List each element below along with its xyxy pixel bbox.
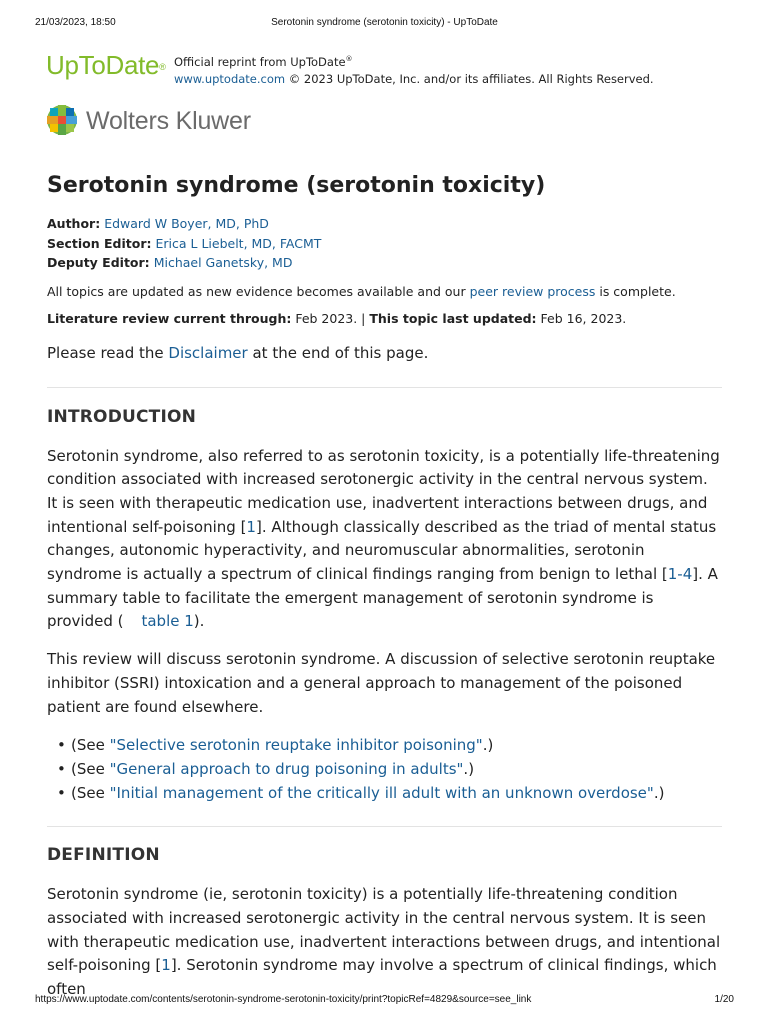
update-note: All topics are updated as new evidence becomes available and our peer review process is complete.: [47, 283, 676, 299]
print-page-title: Serotonin syndrome (serotonin toxicity) - UpToDate: [271, 17, 498, 28]
section-editor-row: [47, 234, 722, 254]
deputy-editor-row: [47, 253, 722, 273]
see-also-link[interactable]: "Selective serotonin reuptake inhibitor poisoning": [109, 736, 483, 755]
uptodate-site-link[interactable]: www.uptodate.com: [174, 71, 286, 86]
list-item: • (See "Selective serotonin reuptake inhibitor poisoning".): [71, 733, 722, 757]
introduction-heading: INTRODUCTION: [47, 406, 197, 427]
list-item: • (See "General approach to drug poisoning in adults".): [71, 757, 722, 781]
lit-review-label: Literature review current through:: [47, 310, 292, 326]
wolters-kluwer-mark-icon: [46, 104, 78, 136]
section-divider: [47, 826, 722, 827]
reference-link[interactable]: 1-4: [667, 565, 693, 584]
print-datetime: 21/03/2023, 18:50: [35, 17, 116, 28]
copyright-text: © 2023 UpToDate, Inc. and/or its affiliates. All Rights Reserved.: [285, 71, 654, 86]
table-1-link[interactable]: table 1: [141, 612, 194, 631]
see-also-link[interactable]: "General approach to drug poisoning in adults": [109, 760, 464, 779]
section-editor-label: Section Editor:: [47, 235, 152, 251]
lit-review-value: Feb 2023. |: [291, 310, 370, 326]
print-url: https://www.uptodate.com/contents/serotonin-syndrome-serotonin-toxicity/print?topicRef=4829&source=see_link: [35, 994, 532, 1005]
uptodate-logo: UpToDate®: [46, 50, 166, 80]
reg-mark: ®: [345, 55, 353, 63]
definition-paragraph-1: Serotonin syndrome (ie, serotonin toxicity) is a potentially life-threatening condition associated with increased serotonergic activity in the central nervous system. It is seen with therapeutic medication use, inadvertent interactions between drugs, and intentional self-poisoning [1]. Serotonin syndrome may involve a spectrum of clinical findings, which often: [47, 885, 721, 999]
deputy-editor-link[interactable]: Michael Ganetsky, MD: [153, 255, 293, 270]
wolters-kluwer-wordmark: Wolters Kluwer: [86, 107, 251, 135]
page-number: 1/20: [714, 994, 734, 1005]
disclaimer-link[interactable]: Disclaimer: [168, 343, 248, 362]
list-item: • (See "Initial management of the critically ill adult with an unknown overdose".): [71, 781, 722, 805]
disclaimer-note: Please read the Disclaimer at the end of this page.: [47, 343, 429, 362]
last-updated-label: This topic last updated:: [369, 310, 537, 326]
article-title: Serotonin syndrome (serotonin toxicity): [47, 173, 546, 198]
last-updated-value: Feb 16, 2023.: [536, 310, 627, 326]
definition-heading: DEFINITION: [47, 845, 160, 866]
introduction-paragraph-1: Serotonin syndrome, also referred to as serotonin toxicity, is a potentially life-threatening condition associated with increased serotonergic activity in the central nervous system. It is seen with therapeutic medication use, inadvertent interactions between drugs, and intentional self-poisoning [1]. Although classically described as the triad of mental status changes, autonomic hyperactivity, and neuromuscular abnormalities, serotonin syndrome is actually a spectrum of clinical findings ranging from benign to lethal [1-4]. A summary table to facilitate the emergent management of serotonin syndrome is provided ( table 1).: [47, 446, 720, 631]
peer-review-link[interactable]: peer review process: [469, 283, 596, 299]
introduction-paragraph-2: This review will discuss serotonin syndrome. A discussion of selective serotonin reuptake inhibitor (SSRI) intoxication and a general approach to management of the poisoned patient are found elsewhere.: [47, 650, 716, 716]
author-label: Author:: [47, 216, 101, 231]
article-authors: [47, 214, 722, 273]
reprint-notice: [174, 51, 654, 88]
reference-link[interactable]: 1: [161, 956, 171, 975]
section-divider: [47, 387, 722, 388]
section-editor-link[interactable]: Erica L Liebelt, MD, FACMT: [155, 235, 322, 251]
print-footer: [35, 994, 734, 1008]
see-also-link[interactable]: "Initial management of the critically ill adult with an unknown overdose": [109, 784, 654, 803]
see-also-list: [47, 733, 722, 805]
author-row: [47, 214, 722, 234]
reference-link[interactable]: 1: [246, 517, 256, 536]
deputy-editor-label: Deputy Editor:: [47, 255, 150, 270]
review-dates: [47, 309, 722, 328]
article-content: [47, 170, 722, 1002]
print-header: [35, 17, 734, 31]
reprint-line: Official reprint from UpToDate: [174, 54, 346, 69]
author-link[interactable]: Edward W Boyer, MD, PhD: [104, 216, 269, 231]
